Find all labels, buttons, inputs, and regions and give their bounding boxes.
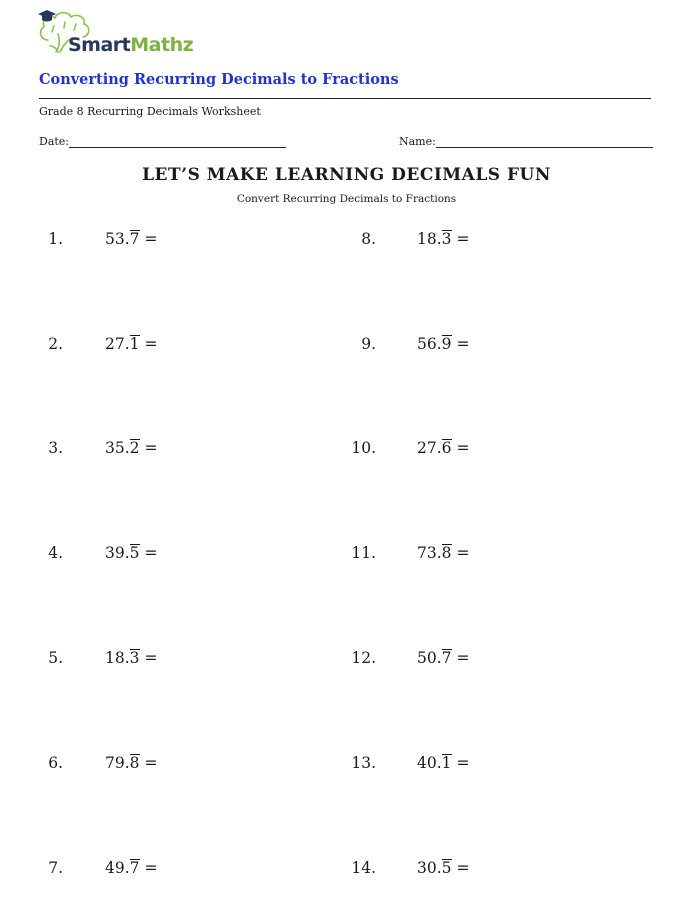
- problem-expression: [105, 649, 158, 667]
- problem-expression: [105, 859, 158, 877]
- decimal-whole-part: 56.: [417, 335, 442, 353]
- problem-number: 11.: [351, 544, 376, 562]
- repeating-digit: 2: [129, 439, 140, 457]
- equals-sign: =: [144, 439, 158, 457]
- decimal-whole-part: 27.: [105, 335, 130, 353]
- decimal-whole-part: 27.: [417, 439, 442, 457]
- decimal-whole-part: 50.: [417, 649, 442, 667]
- date-field: [39, 135, 286, 148]
- repeating-digit: 5: [129, 544, 140, 562]
- decimal-whole-part: 73.: [417, 544, 442, 562]
- problem-number: 9.: [361, 335, 376, 353]
- equals-sign: =: [456, 230, 470, 248]
- problem-expression: [417, 439, 470, 457]
- worksheet-subtitle: Grade 8 Recurring Decimals Worksheet: [39, 105, 261, 118]
- equals-sign: =: [144, 544, 158, 562]
- repeating-digit: 8: [441, 544, 452, 562]
- repeating-digit: 8: [129, 754, 140, 772]
- date-blank-line: [69, 135, 286, 148]
- graduation-cap-icon: [38, 10, 56, 22]
- brand-name: [68, 34, 193, 56]
- name-label: Name:: [399, 135, 436, 148]
- decimal-whole-part: 18.: [105, 649, 130, 667]
- equals-sign: =: [456, 544, 470, 562]
- decimal-whole-part: 18.: [417, 230, 442, 248]
- repeating-digit: 1: [129, 335, 140, 353]
- date-label: Date:: [39, 135, 70, 148]
- repeating-digit: 5: [441, 859, 452, 877]
- repeating-digit: 7: [129, 230, 140, 248]
- problem-expression: [417, 544, 470, 562]
- worksheet-title: Converting Recurring Decimals to Fractions: [39, 71, 399, 88]
- problem-expression: [105, 335, 158, 353]
- equals-sign: =: [144, 335, 158, 353]
- smartmathz-logo: [38, 10, 198, 60]
- problem-expression: [105, 230, 158, 248]
- equals-sign: =: [144, 859, 158, 877]
- repeating-digit: 3: [441, 230, 452, 248]
- problem-number: 7.: [48, 859, 63, 877]
- brand-first: Smart: [68, 34, 131, 56]
- problem-number: 10.: [351, 439, 376, 457]
- equals-sign: =: [456, 335, 470, 353]
- problem-number: 2.: [48, 335, 63, 353]
- problem-number: 4.: [48, 544, 63, 562]
- repeating-digit: 9: [441, 335, 452, 353]
- decimal-whole-part: 49.: [105, 859, 130, 877]
- repeating-digit: 6: [441, 439, 452, 457]
- problem-expression: [417, 335, 470, 353]
- problem-number: 14.: [351, 859, 376, 877]
- decimal-whole-part: 79.: [105, 754, 130, 772]
- decimal-whole-part: 39.: [105, 544, 130, 562]
- problem-expression: [417, 859, 470, 877]
- problem-number: 1.: [48, 230, 63, 248]
- problem-number: 3.: [48, 439, 63, 457]
- equals-sign: =: [144, 754, 158, 772]
- brand-second: Mathz: [130, 34, 194, 56]
- equals-sign: =: [456, 439, 470, 457]
- equals-sign: =: [456, 859, 470, 877]
- problem-expression: [105, 439, 158, 457]
- repeating-digit: 3: [129, 649, 140, 667]
- problem-expression: [105, 544, 158, 562]
- repeating-digit: 7: [441, 649, 452, 667]
- name-field: [399, 135, 653, 148]
- equals-sign: =: [456, 649, 470, 667]
- problem-expression: [417, 649, 470, 667]
- decimal-whole-part: 53.: [105, 230, 130, 248]
- equals-sign: =: [456, 754, 470, 772]
- decimal-whole-part: 40.: [417, 754, 442, 772]
- page-heading: LET’S MAKE LEARNING DECIMALS FUN: [142, 165, 551, 185]
- problem-expression: [105, 754, 158, 772]
- problem-number: 13.: [351, 754, 376, 772]
- header-divider: [39, 98, 651, 99]
- decimal-whole-part: 35.: [105, 439, 130, 457]
- problem-expression: [417, 754, 470, 772]
- problem-number: 5.: [48, 649, 63, 667]
- equals-sign: =: [144, 230, 158, 248]
- problem-number: 8.: [361, 230, 376, 248]
- decimal-whole-part: 30.: [417, 859, 442, 877]
- repeating-digit: 7: [129, 859, 140, 877]
- equals-sign: =: [144, 649, 158, 667]
- problem-expression: [417, 230, 470, 248]
- repeating-digit: 1: [441, 754, 452, 772]
- instructions: Convert Recurring Decimals to Fractions: [236, 193, 457, 205]
- problem-number: 12.: [351, 649, 376, 667]
- problem-number: 6.: [48, 754, 63, 772]
- name-blank-line: [436, 135, 653, 148]
